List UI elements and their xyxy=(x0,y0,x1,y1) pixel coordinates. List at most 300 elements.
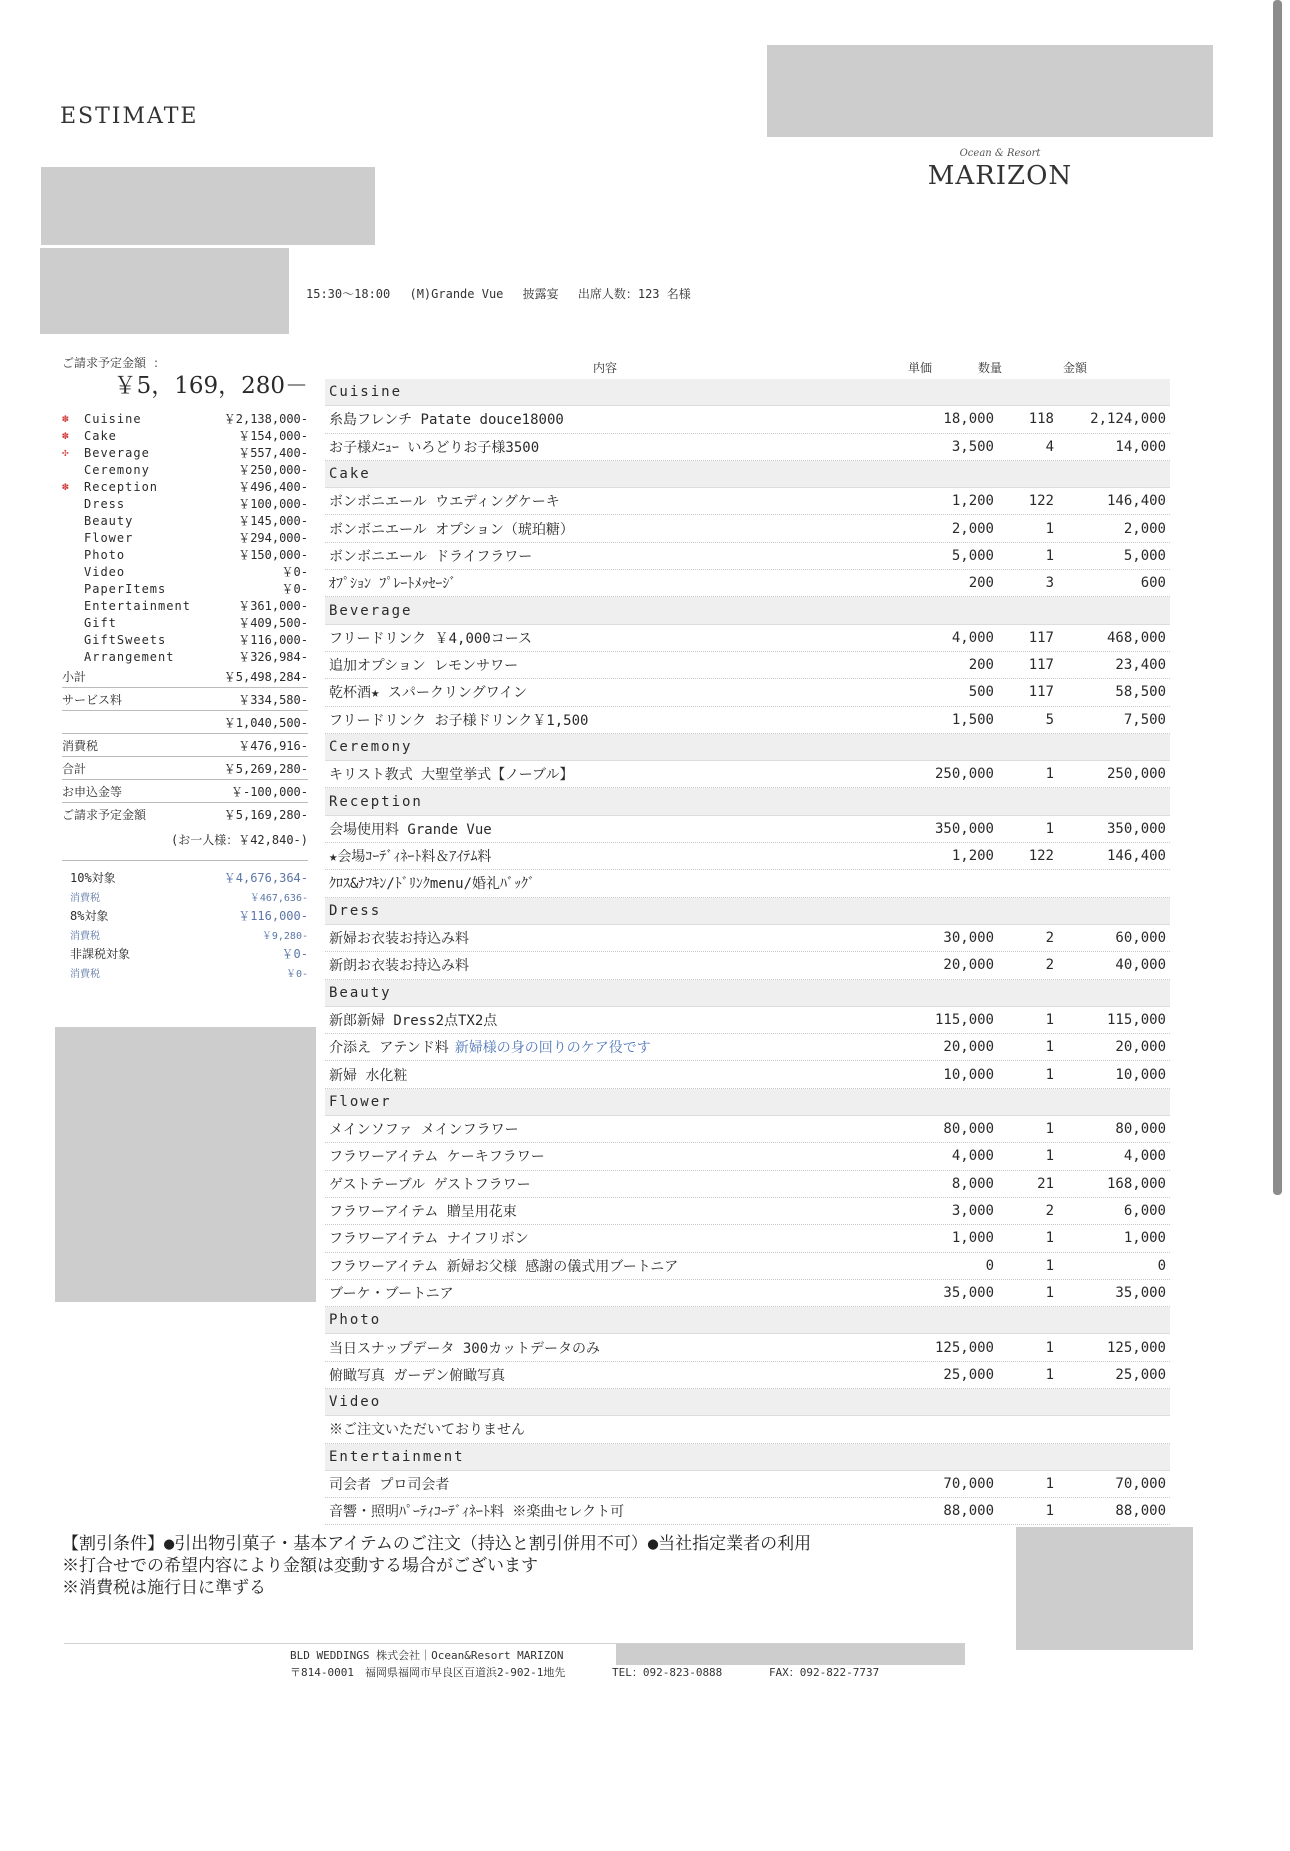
item-cell xyxy=(325,1256,874,1276)
item-cell xyxy=(325,437,874,457)
quantity: 1 xyxy=(1045,547,1054,564)
table-row xyxy=(325,1334,1170,1361)
item-name: 当日スナップデータ 300カットデータのみ xyxy=(329,1340,601,1357)
amount: 7,500 xyxy=(1123,711,1166,728)
category-mark: ✽ xyxy=(62,480,69,493)
unit-price: 250,000 xyxy=(934,766,994,783)
tax-target-value: ￥0- xyxy=(281,947,308,961)
item-name: 乾杯酒★ スパークリングワイン xyxy=(329,685,528,702)
item-name: ゲストテーブル ゲストフラワー xyxy=(329,1176,531,1193)
quantity: 2 xyxy=(1045,930,1054,947)
table-row xyxy=(325,652,1170,679)
item-name: 追加オプション レモンサワー xyxy=(329,658,519,675)
tax-value: ￥476,916- xyxy=(238,738,308,753)
conditions-line: 【割引条件】●引出物引菓子・基本アイテムのご注文（持込と割引併用不可）●当社指定業者の利用 xyxy=(62,1534,812,1554)
blank-row xyxy=(62,711,308,734)
category-value: ￥496,400- xyxy=(238,480,308,494)
table-row xyxy=(325,679,1170,706)
category-header-row xyxy=(325,379,1170,406)
item-cell xyxy=(325,928,874,948)
tax-target-label: 非課税対象 xyxy=(70,947,131,961)
amount: 0 xyxy=(1157,1257,1166,1274)
tax-sub-label: 消費税 xyxy=(70,969,100,980)
unit-price: 500 xyxy=(968,684,994,701)
tax-sub-row xyxy=(62,888,308,905)
unit-price: 3,000 xyxy=(951,1203,994,1220)
item-name: ｸﾛｽ&ﾅﾌｷﾝ/ﾄﾞﾘﾝｸmenu/婚礼ﾊﾞｯｸﾞ xyxy=(329,876,536,893)
subtotal-value: ￥5,498,284- xyxy=(223,669,308,684)
amount: 25,000 xyxy=(1115,1366,1166,1383)
category-total-row xyxy=(62,614,308,631)
category-name: Dress xyxy=(84,496,126,511)
item-cell xyxy=(325,546,874,566)
footer-fax: FAX：092-822-7737 xyxy=(768,1666,880,1679)
table-row xyxy=(325,1253,1170,1280)
category-mark: ✣ xyxy=(62,446,69,459)
billed-row xyxy=(62,803,308,825)
category-header-row xyxy=(325,980,1170,1007)
category-header-row xyxy=(325,1307,1170,1334)
tax-sub-row xyxy=(62,926,308,943)
category-name: Cake xyxy=(84,428,117,443)
table-row xyxy=(325,1362,1170,1389)
item-cell xyxy=(325,1338,874,1358)
category-total-row xyxy=(62,495,308,512)
tax-target-label: 10%対象 xyxy=(70,871,116,885)
item-name: ※ご注文いただいておりません xyxy=(329,1422,525,1439)
scrollbar[interactable] xyxy=(1273,0,1282,1195)
deposit-value: ￥-100,000- xyxy=(230,784,308,799)
quantity: 4 xyxy=(1045,438,1054,455)
table-row xyxy=(325,1416,1170,1443)
header-content: 内容 xyxy=(592,360,617,375)
unit-price: 25,000 xyxy=(943,1366,994,1383)
category-total-row xyxy=(62,512,308,529)
item-cell xyxy=(325,1228,874,1248)
unit-price: 200 xyxy=(968,575,994,592)
unit-price: 5,000 xyxy=(951,547,994,564)
item-cell xyxy=(325,628,874,648)
total-row xyxy=(62,757,308,780)
quantity: 1 xyxy=(1045,1011,1054,1028)
table-row xyxy=(325,1061,1170,1088)
footer-contact xyxy=(290,1664,919,1681)
category-header: Cuisine xyxy=(329,384,403,401)
amount: 146,400 xyxy=(1106,493,1166,510)
table-row xyxy=(325,952,1170,979)
item-name: 会場使用料 Grande Vue xyxy=(329,821,492,838)
category-total-row xyxy=(62,580,308,597)
category-value: ￥150,000- xyxy=(238,548,308,562)
amount: 2,124,000 xyxy=(1090,411,1166,428)
subtotal-label: 小計 xyxy=(62,669,87,684)
unit-price: 18,000 xyxy=(943,411,994,428)
item-note: 新婦様の身の回りのケア役です xyxy=(454,1040,651,1057)
tax-target-row xyxy=(62,943,308,964)
item-name: 音響・照明ﾊﾟｰﾃｨｺｰﾃﾞｨﾈｰﾄ料 ※楽曲セレクト可 xyxy=(329,1504,625,1521)
blank-value: ￥1,040,500- xyxy=(223,715,308,730)
table-row xyxy=(325,707,1170,734)
category-name: Reception xyxy=(84,479,159,494)
tax-target-value: ￥4,676,364- xyxy=(223,871,308,885)
category-name: Flower xyxy=(84,530,134,545)
unit-price: 10,000 xyxy=(943,1066,994,1083)
category-total-row xyxy=(62,546,308,563)
category-name: Beauty xyxy=(84,513,134,528)
quantity: 1 xyxy=(1045,1476,1054,1493)
quantity: 1 xyxy=(1045,1230,1054,1247)
category-name: Arrangement xyxy=(84,649,175,664)
amount: 20,000 xyxy=(1115,1039,1166,1056)
amount: 10,000 xyxy=(1115,1066,1166,1083)
redacted-block xyxy=(40,248,289,334)
item-cell xyxy=(325,573,874,593)
deposit-row xyxy=(62,780,308,803)
service-row xyxy=(62,688,308,711)
category-header: Beverage xyxy=(329,602,413,619)
redacted-block xyxy=(41,167,375,245)
category-total-row xyxy=(62,478,308,495)
item-name: キリスト教式 大聖堂挙式【ノーブル】 xyxy=(329,767,574,784)
category-header: Reception xyxy=(329,793,423,810)
category-total-row xyxy=(62,529,308,546)
table-row xyxy=(325,1471,1170,1498)
category-header-row xyxy=(325,461,1170,488)
table-row xyxy=(325,543,1170,570)
item-name: フラワーアイテム 新婦お父様 感謝の儀式用ブートニア xyxy=(329,1258,679,1275)
unit-price: 125,000 xyxy=(934,1339,994,1356)
conditions-line: ※消費税は施行日に準ずる xyxy=(62,1578,266,1598)
category-value: ￥294,000- xyxy=(238,531,308,545)
item-cell xyxy=(325,655,874,675)
category-total-row xyxy=(62,444,308,461)
item-name: フリードリンク ￥4,000コース xyxy=(329,630,533,647)
table-row xyxy=(325,1171,1170,1198)
category-value: ￥557,400- xyxy=(238,446,308,460)
item-cell xyxy=(325,409,874,429)
category-header: Video xyxy=(329,1394,382,1411)
unit-price: 70,000 xyxy=(943,1476,994,1493)
billed-amount: ￥5，169，280－ xyxy=(113,373,308,399)
deposit-label: お申込金等 xyxy=(62,784,123,799)
amount: 6,000 xyxy=(1123,1203,1166,1220)
category-header-row xyxy=(325,1089,1170,1116)
table-row xyxy=(325,816,1170,843)
category-header: Beauty xyxy=(329,984,392,1001)
amount: 5,000 xyxy=(1123,547,1166,564)
item-name: フラワーアイテム ナイフリボン xyxy=(329,1231,529,1248)
unit-price: 115,000 xyxy=(934,1011,994,1028)
unit-price: 350,000 xyxy=(934,820,994,837)
item-name: フラワーアイテム 贈呈用花束 xyxy=(329,1204,517,1221)
footer-company: BLD WEDDINGS 株式会社｜Ocean&Resort MARIZON xyxy=(290,1649,564,1662)
conditions-line: ※打合せでの希望内容により金額は変動する場合がございます xyxy=(62,1556,538,1576)
unit-price: 1,200 xyxy=(951,493,994,510)
table-row xyxy=(325,843,1170,870)
category-header: Dress xyxy=(329,902,382,919)
amount: 600 xyxy=(1140,575,1166,592)
quantity: 1 xyxy=(1045,1148,1054,1165)
discount-conditions xyxy=(62,1533,811,1599)
item-cell xyxy=(325,710,874,730)
category-name: Video xyxy=(84,564,126,579)
category-header-row xyxy=(325,1444,1170,1471)
amount: 2,000 xyxy=(1123,520,1166,537)
item-name: ボンボニエール ドライフラワー xyxy=(329,548,533,565)
tax-target-row xyxy=(62,905,308,926)
category-mark: ✽ xyxy=(62,429,69,442)
quantity: 117 xyxy=(1028,629,1054,646)
quantity: 1 xyxy=(1045,766,1054,783)
amount: 14,000 xyxy=(1115,438,1166,455)
item-name: お子様ﾒﾆｭｰ いろどりお子様3500 xyxy=(329,439,540,456)
item-cell xyxy=(325,1474,874,1494)
tax-row xyxy=(62,734,308,757)
quantity: 1 xyxy=(1045,1121,1054,1138)
quantity: 1 xyxy=(1045,1339,1054,1356)
category-name: Entertainment xyxy=(84,598,191,613)
category-name: PaperItems xyxy=(84,581,167,596)
unit-price: 30,000 xyxy=(943,930,994,947)
item-name: メインソファ メインフラワー xyxy=(329,1122,519,1139)
table-row xyxy=(325,1007,1170,1034)
category-totals xyxy=(62,410,308,665)
amount: 350,000 xyxy=(1106,820,1166,837)
per-person: (お一人様：￥42,840-) xyxy=(170,833,308,847)
table-header xyxy=(325,355,1170,379)
subtotal-row xyxy=(62,665,308,688)
category-total-row xyxy=(62,631,308,648)
item-name: 新婦お衣装お持込み料 xyxy=(329,931,469,948)
tax-sub-label: 消費税 xyxy=(70,931,100,942)
tax-sub-value: ￥0- xyxy=(285,969,308,980)
item-name: 新朗お衣装お持込み料 xyxy=(329,958,469,975)
category-name: Cuisine xyxy=(84,411,142,426)
amount: 80,000 xyxy=(1115,1121,1166,1138)
amount: 146,400 xyxy=(1106,848,1166,865)
category-header-row xyxy=(325,788,1170,815)
table-row xyxy=(325,761,1170,788)
item-name: フラワーアイテム ケーキフラワー xyxy=(329,1149,545,1166)
table-row xyxy=(325,434,1170,461)
total-label: 合計 xyxy=(62,761,87,776)
item-cell xyxy=(325,1119,874,1139)
item-cell xyxy=(325,1065,874,1085)
category-header: Flower xyxy=(329,1093,392,1110)
item-name: ｵﾌﾟｼｮﾝ ﾌﾟﾚｰﾄﾒｯｾｰｼﾞ xyxy=(329,576,457,593)
item-name: 司会者 プロ司会者 xyxy=(329,1477,450,1494)
item-cell xyxy=(325,764,874,784)
item-name: 俯瞰写真 ガーデン俯瞰写真 xyxy=(329,1367,506,1384)
table-body xyxy=(325,379,1170,1525)
header-unit: 単価 xyxy=(907,360,932,375)
tax-label: 消費税 xyxy=(62,738,99,753)
tax-breakdown xyxy=(62,860,308,981)
category-name: GiftSweets xyxy=(84,632,167,647)
amount: 70,000 xyxy=(1115,1476,1166,1493)
item-name: 介添え アテンド料 xyxy=(329,1040,449,1057)
billed2-label: ご請求予定金額 xyxy=(62,807,147,822)
category-value: ￥250,000- xyxy=(238,463,308,477)
category-value: ￥361,000- xyxy=(238,599,308,613)
amount: 35,000 xyxy=(1115,1284,1166,1301)
amount: 60,000 xyxy=(1115,930,1166,947)
event-info: 15:30～18:00 (M)Grande Vue 披露宴 出席人数：123 名様 xyxy=(306,287,691,301)
unit-price: 4,000 xyxy=(951,1148,994,1165)
category-header-row xyxy=(325,1389,1170,1416)
redacted-block xyxy=(55,1027,316,1302)
category-value: ￥100,000- xyxy=(238,497,308,511)
category-name: Beverage xyxy=(84,445,150,460)
amount: 4,000 xyxy=(1123,1148,1166,1165)
billed-label: ご請求予定金額 ： xyxy=(62,356,166,370)
total-value: ￥5,269,280- xyxy=(223,761,308,776)
item-cell xyxy=(325,519,874,539)
footer-divider xyxy=(64,1643,964,1644)
quantity: 1 xyxy=(1045,1039,1054,1056)
category-value: ￥145,000- xyxy=(238,514,308,528)
amount: 168,000 xyxy=(1106,1175,1166,1192)
table-row xyxy=(325,1225,1170,1252)
item-cell xyxy=(325,819,874,839)
table-row xyxy=(325,515,1170,542)
item-cell xyxy=(325,1010,874,1030)
item-cell xyxy=(325,955,874,975)
table-row xyxy=(325,488,1170,515)
table-row xyxy=(325,406,1170,433)
item-name: 新婦 水化粧 xyxy=(329,1067,408,1084)
category-value: ￥116,000- xyxy=(238,633,308,647)
quantity: 117 xyxy=(1028,684,1054,701)
table-row xyxy=(325,1498,1170,1525)
quantity: 1 xyxy=(1045,1257,1054,1274)
item-name: ★会場ｺｰﾃﾞｨﾈｰﾄ料＆ｱｲﾃﾑ料 xyxy=(329,849,492,866)
tax-target-row xyxy=(62,867,308,888)
amount: 88,000 xyxy=(1115,1503,1166,1520)
item-name: 新郎新婦 Dress2点TX2点 xyxy=(329,1012,498,1029)
quantity: 2 xyxy=(1045,1203,1054,1220)
category-value: ￥0- xyxy=(281,582,308,596)
category-value: ￥154,000- xyxy=(238,429,308,443)
unit-price: 0 xyxy=(985,1257,994,1274)
item-cell xyxy=(325,1174,874,1194)
item-cell xyxy=(325,1365,874,1385)
tax-sub-row xyxy=(62,964,308,981)
category-name: Gift xyxy=(84,615,117,630)
category-header: Photo xyxy=(329,1312,382,1329)
category-value: ￥409,500- xyxy=(238,616,308,630)
category-header-row xyxy=(325,898,1170,925)
table-row xyxy=(325,1143,1170,1170)
category-header: Cake xyxy=(329,466,371,483)
item-cell xyxy=(325,1146,874,1166)
quantity: 5 xyxy=(1045,711,1054,728)
quantity: 3 xyxy=(1045,575,1054,592)
item-cell xyxy=(325,1501,874,1521)
category-header-row xyxy=(325,597,1170,624)
category-total-row xyxy=(62,563,308,580)
item-cell xyxy=(325,682,874,702)
table-row xyxy=(325,925,1170,952)
redacted-block xyxy=(1016,1527,1193,1650)
unit-price: 8,000 xyxy=(951,1175,994,1192)
category-name: Photo xyxy=(84,547,126,562)
quantity: 117 xyxy=(1028,657,1054,674)
page-title: ESTIMATE xyxy=(60,104,199,129)
category-header: Entertainment xyxy=(329,1448,465,1465)
footer xyxy=(290,1647,919,1681)
estimate-table xyxy=(325,355,1170,1525)
logo-title: MARIZON xyxy=(927,161,1073,191)
brand-logo xyxy=(900,148,1100,191)
item-name: フリードリンク お子様ドリンク￥1,500 xyxy=(329,712,589,729)
header-amount: 金額 xyxy=(1062,360,1087,375)
billed2-value: ￥5,169,280- xyxy=(223,807,308,822)
tax-sub-value: ￥467,636- xyxy=(249,893,308,904)
unit-price: 20,000 xyxy=(943,957,994,974)
quantity: 2 xyxy=(1045,957,1054,974)
unit-price: 200 xyxy=(968,657,994,674)
table-row xyxy=(325,1280,1170,1307)
category-total-row xyxy=(62,410,308,427)
quantity: 1 xyxy=(1045,1503,1054,1520)
unit-price: 4,000 xyxy=(951,629,994,646)
quantity: 118 xyxy=(1028,411,1054,428)
category-total-row xyxy=(62,461,308,478)
quantity: 122 xyxy=(1028,848,1054,865)
unit-price: 2,000 xyxy=(951,520,994,537)
amount: 1,000 xyxy=(1123,1230,1166,1247)
tax-sub-value: ￥9,280- xyxy=(261,931,308,942)
quantity: 122 xyxy=(1028,493,1054,510)
quantity: 1 xyxy=(1045,1284,1054,1301)
quantity: 21 xyxy=(1037,1175,1054,1192)
unit-price: 88,000 xyxy=(943,1503,994,1520)
quantity: 1 xyxy=(1045,520,1054,537)
unit-price: 35,000 xyxy=(943,1284,994,1301)
header-qty: 数量 xyxy=(977,360,1002,375)
table-row xyxy=(325,1034,1170,1061)
unit-price: 1,200 xyxy=(951,848,994,865)
amount: 250,000 xyxy=(1106,766,1166,783)
quantity: 1 xyxy=(1045,1066,1054,1083)
tax-target-value: ￥116,000- xyxy=(238,909,308,923)
item-cell xyxy=(325,873,874,893)
category-mark: ✽ xyxy=(62,412,69,425)
summary-panel xyxy=(62,354,308,981)
item-name: 糸島フレンチ Patate douce18000 xyxy=(329,412,564,429)
item-cell xyxy=(325,1283,874,1303)
amount: 58,500 xyxy=(1115,684,1166,701)
table-row xyxy=(325,1198,1170,1225)
category-total-row xyxy=(62,427,308,444)
unit-price: 1,500 xyxy=(951,711,994,728)
unit-price: 1,000 xyxy=(951,1230,994,1247)
category-total-row xyxy=(62,597,308,614)
category-header-row xyxy=(325,734,1170,761)
item-cell xyxy=(325,1037,874,1057)
category-name: Ceremony xyxy=(84,462,150,477)
category-value: ￥2,138,000- xyxy=(223,412,308,426)
amount: 115,000 xyxy=(1106,1011,1166,1028)
unit-price: 80,000 xyxy=(943,1121,994,1138)
service-label: サービス料 xyxy=(62,692,123,707)
category-header: Ceremony xyxy=(329,739,413,755)
amount: 40,000 xyxy=(1115,957,1166,974)
table-row xyxy=(325,570,1170,597)
item-cell xyxy=(325,846,874,866)
category-value: ￥0- xyxy=(281,565,308,579)
